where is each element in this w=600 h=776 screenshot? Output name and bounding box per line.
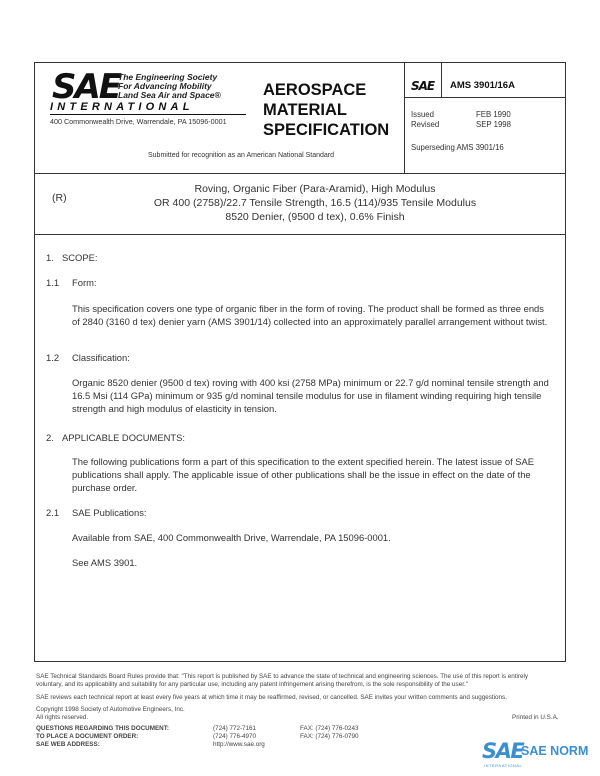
sae-availability: Available from SAE, 400 Commonwealth Drive, Warrendale, PA 15096-0001. xyxy=(72,532,391,543)
sae-norm-sublabel: INTERNATIONAL xyxy=(484,763,523,768)
web-label: SAE WEB ADDRESS: xyxy=(36,741,100,748)
docnum-divider xyxy=(404,97,566,98)
policy-text: SAE Technical Standards Board Rules provide that: "This report is published by SAE to advance the state of technical and engineering sciences. The use of this report is entirely xyxy=(36,673,529,680)
section-title-documents: APPLICABLE DOCUMENTS: xyxy=(62,432,185,443)
document-type xyxy=(263,80,389,140)
questions-phone: (724) 772-7161 xyxy=(213,725,257,732)
questions-fax: FAX: (724) 776-0243 xyxy=(300,725,359,732)
submitted-note: Submitted for recognition as an American National Standard xyxy=(148,152,334,159)
title-line: OR 400 (2758)/22.7 Tensile Strength, 16.5 (114)/935 Tensile Modulus xyxy=(153,197,477,209)
title-line: 8520 Denier, (9500 d tex), 0.6% Finish xyxy=(225,211,405,223)
questions-label: QUESTIONS REGARDING THIS DOCUMENT: xyxy=(36,725,169,732)
copyright: Copyright 1998 Society of Automotive Engineers, Inc. xyxy=(36,706,185,713)
documents-paragraph: The following publications form a part of this specification to the extent specified herein. The latest issue of SAE publications shall apply. The applicable issue of other publications shall be the issue in effect on the date of the purchase order. xyxy=(72,456,535,493)
order-label: TO PLACE A DOCUMENT ORDER: xyxy=(36,733,139,740)
section-title-classification: Classification: xyxy=(72,352,130,363)
date-values xyxy=(476,110,511,130)
doc-type-line: SPECIFICATION xyxy=(263,121,390,139)
revision-mark: (R) xyxy=(52,192,67,204)
superseding-note: Superseding AMS 3901/16 xyxy=(411,143,504,152)
international-label: INTERNATIONAL xyxy=(50,101,194,113)
tagline-line: For Advancing Mobility xyxy=(118,81,212,91)
header-divider xyxy=(34,173,566,174)
tagline-line: Land Sea Air and Space® xyxy=(118,90,221,100)
section-title-scope: SCOPE: xyxy=(62,252,98,263)
doc-type-line: MATERIAL xyxy=(263,101,348,119)
section-number: 1. xyxy=(46,252,54,263)
section-title-form: Form: xyxy=(72,277,97,288)
section-number: 2.1 xyxy=(46,507,60,518)
tagline-line: The Engineering Society xyxy=(118,72,218,82)
printed-in: Printed in U.S.A. xyxy=(512,714,559,721)
docnum-vertical-divider xyxy=(441,62,442,97)
review-text: SAE reviews each technical report at least every five years at which time it may be reaffirmed, revised, or cancelled. SAE invites your written comments and suggestions. xyxy=(36,694,507,701)
title-line: Roving, Organic Fiber (Para-Aramid), High Modulus xyxy=(194,183,436,195)
order-fax: FAX: (724) 776-0790 xyxy=(300,733,359,740)
header-vertical-divider xyxy=(404,62,405,173)
section-number: 2. xyxy=(46,432,54,443)
revised-date: SEP 1998 xyxy=(476,120,511,129)
order-phone: (724) 776-4970 xyxy=(213,733,257,740)
policy-text: voluntary, and its applicability and suitability for any particular use, including any patent infringement arising therefrom, is the sole responsibility of the user." xyxy=(36,681,468,688)
logo-rule xyxy=(50,114,246,115)
sae-logo: SAE xyxy=(52,67,121,107)
web-address-link[interactable]: http://www.sae.org xyxy=(213,741,265,748)
sae-small-logo: SAE xyxy=(411,79,435,93)
classification-paragraph: Organic 8520 denier (9500 d tex) roving with 400 ksi (2758 MPa) minimum or 22.7 g/d nominal tensile strength and 16.5 Msi (114 GPa) minimum or 935 g/d nominal tensile modulus for use in filament winding requiring high tensile strength and high modulus of elasticity in tension. xyxy=(72,377,549,414)
date-labels xyxy=(411,110,439,130)
sae-norm-logo: SAE xyxy=(482,739,524,763)
rights-reserved: All rights reserved. xyxy=(36,714,89,721)
issued-label: Issued xyxy=(411,110,434,119)
document-number: AMS 3901/16A xyxy=(450,80,515,91)
section-number: 1.2 xyxy=(46,352,60,363)
document-title xyxy=(120,182,510,224)
sae-norm-label: SAE NORM xyxy=(521,744,589,758)
section-number: 1.1 xyxy=(46,277,60,288)
see-reference: See AMS 3901. xyxy=(72,557,138,568)
doc-type-line: AEROSPACE xyxy=(263,81,367,99)
form-paragraph: This specification covers one type of organic fiber in the form of roving. The product shall be formed as three ends of 2840 (3160 d tex) denier yarn (AMS 3901/14) collected into an approximately parallel arrangement without twist. xyxy=(72,303,548,327)
revised-label: Revised xyxy=(411,120,440,129)
section-title-sae-publications: SAE Publications: xyxy=(72,507,147,518)
issued-date: FEB 1990 xyxy=(476,110,511,119)
society-tagline xyxy=(118,73,221,100)
title-divider xyxy=(34,234,566,235)
sae-address: 400 Commonwealth Drive, Warrendale, PA 15096-0001 xyxy=(50,117,227,126)
